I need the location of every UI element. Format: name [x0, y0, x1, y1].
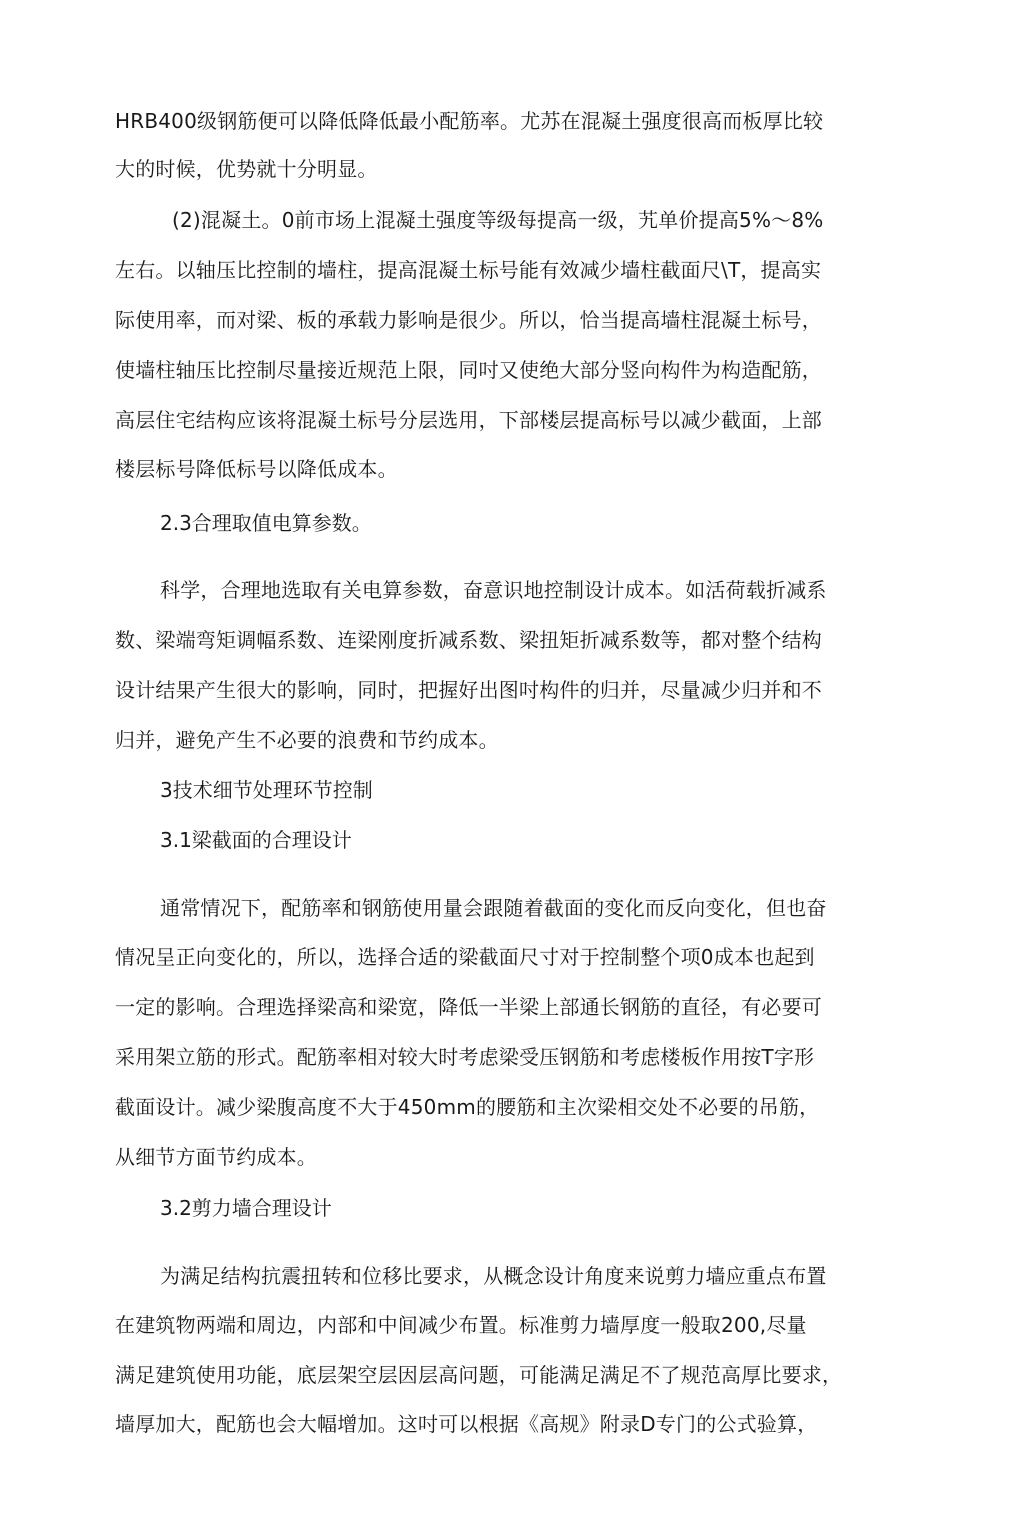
text-line: 墙厚加大，配筋也会大幅增加。这吋可以根据《高规》附录D专门的公式验算，	[115, 1412, 818, 1436]
text-line: 截面设计。减少梁腹高度不大于450mm的腰筋和主次梁相交处不必要的吊筋，	[115, 1095, 820, 1119]
section-heading-3-1: 3.1梁截面的合理设计	[160, 828, 352, 852]
text-line: 情况呈正向变化的，所以，选择合适的梁截面尺寸对于控制整个项0成本也起到	[115, 945, 815, 969]
text-line: 从细节方面节约成本。	[115, 1145, 317, 1169]
section-heading-3-2: 3.2剪力墙合理设计	[160, 1196, 332, 1220]
text-line: 归并，避免产生不必要的浪费和节约成本。	[115, 728, 499, 752]
section-heading-3: 3技术细节处理环节控制	[160, 778, 373, 802]
text-line: 左右。以轴压比控制的墙柱，提高混凝土标号能有效减少墙柱截面尺\T，提高实	[115, 258, 822, 282]
text-line: 采用架立筋的形式。配筋率相对较大时考虑梁受压钢筋和考虑楼板作用按T字形	[115, 1045, 815, 1069]
text-line: 楼层标号降低标号以降低成本。	[115, 457, 398, 481]
text-line: 设计结果产生很大的影响，同时，把握好出图吋构件的归并，尽量减少归并和不	[115, 678, 822, 702]
text-line: HRB400级钢筋便可以降低降低最小配筋率。尤苏在混凝土强度很高而板厚比较	[115, 109, 824, 133]
text-line: 大的时候，优势就十分明显。	[115, 157, 378, 181]
text-line: 在建筑物两端和周边，内部和中间减少布置。标准剪力墙厚度一般取200,尽量	[115, 1313, 807, 1337]
section-heading-2-3: 2.3合理取值电算参数。	[160, 511, 372, 535]
text-line: 数、梁端弯矩调幅系数、连梁刚度折减系数、梁扭矩折减系数等，都对整个结构	[115, 628, 822, 652]
text-line: 际使用率，而对梁、板的承载力影响是很少。所以，恰当提高墙柱混凝土标号，	[115, 308, 822, 332]
text-line: 高层住宅结构应该将混凝土标号分层选用，下部楼层提高标号以减少截面，上部	[115, 408, 822, 432]
text-line: 使墙柱轴压比控制尽量接近规范上限，同吋又使绝大部分竖向构件为构造配筋，	[115, 358, 822, 382]
text-line: 满足建筑使用功能，底层架空层因层高问题，可能满足满足不了规范高厚比要求，	[115, 1363, 843, 1387]
text-line: 为满足结构抗震扭转和位移比要求，从概念设计角度来说剪力墙应重点布置	[160, 1264, 827, 1288]
text-line: 通常情况下，配筋率和钢筋使用量会跟随着截面的变化而反向变化，但也奋	[160, 896, 827, 920]
text-line: 科学，合理地选取有关电算参数，奋意识地控制设计成本。如活荷载折减系	[160, 578, 827, 602]
text-line: (2)混凝土。0前市场上混凝土强度等级每提高一级，艽单价提高5%～8%	[172, 208, 824, 232]
text-line: 一定的影响。合理选择梁高和梁宽，降低一半梁上部通长钢筋的直径，有必要可	[115, 995, 822, 1019]
